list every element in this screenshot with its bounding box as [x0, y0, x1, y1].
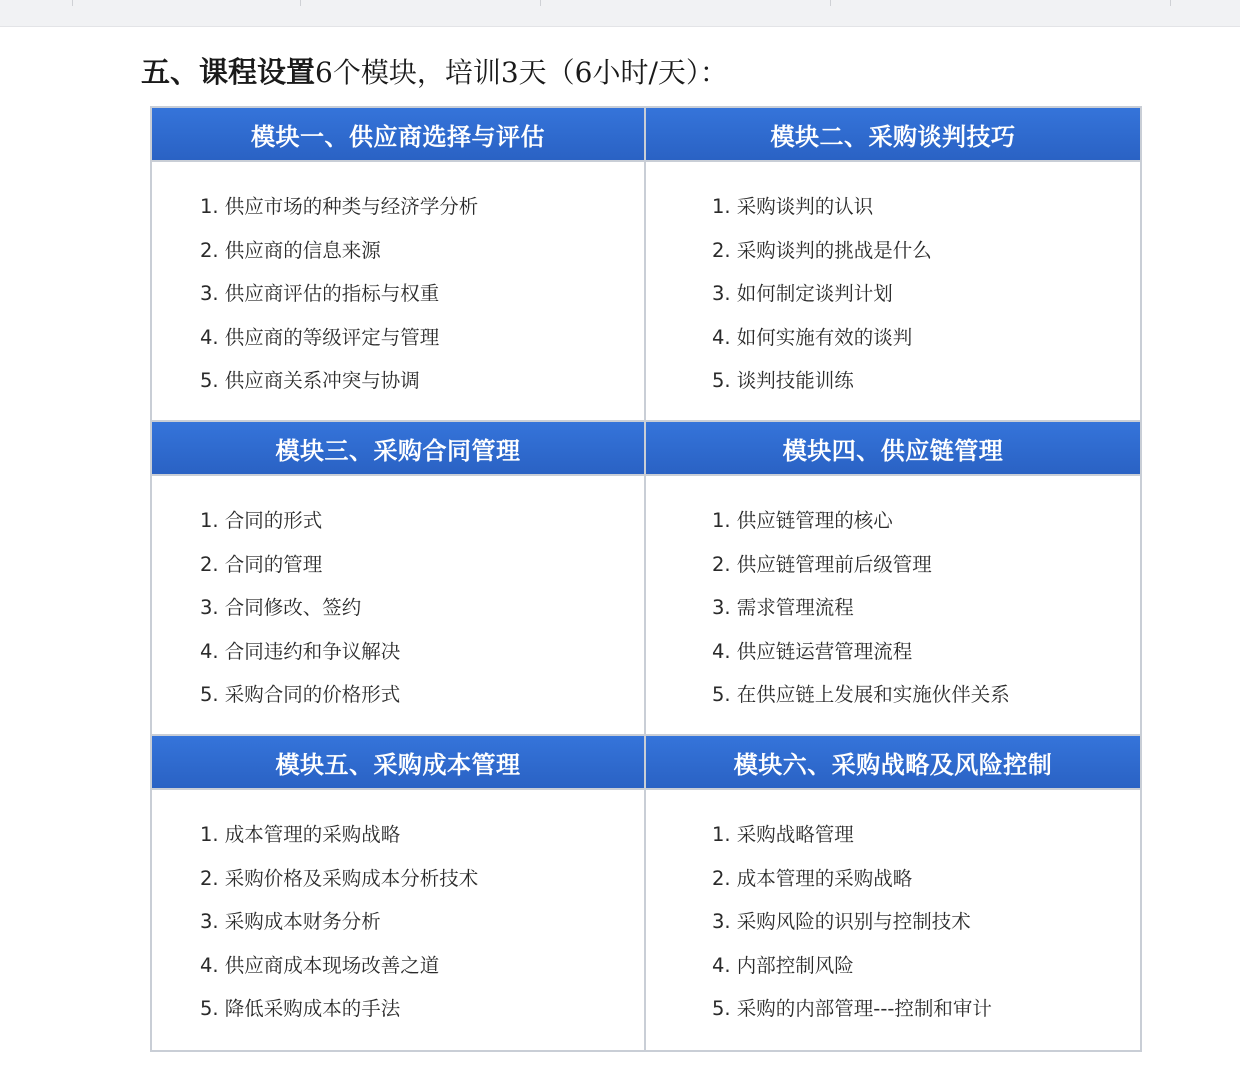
strip-divider [1170, 0, 1171, 6]
module-grid [150, 106, 1142, 1052]
list-item: 5. 在供应链上发展和实施伙伴关系 [712, 683, 1010, 706]
list-item: 2. 成本管理的采购战略 [712, 866, 913, 890]
list-item: 3. 如何制定谈判计划 [712, 282, 893, 305]
list-item: 4. 供应商成本现场改善之道 [200, 953, 440, 977]
list-item: 4. 供应链运营管理流程 [712, 639, 913, 663]
module-title: 模块三、采购合同管理 [152, 422, 644, 476]
module-title: 模块一、供应商选择与评估 [152, 108, 644, 162]
list-item: 4. 如何实施有效的谈判 [712, 325, 913, 349]
strip-divider [830, 0, 831, 6]
list-item: 1. 采购谈判的认识 [712, 195, 874, 218]
module-item-list [646, 476, 1140, 724]
top-strip [0, 0, 1240, 27]
list-item: 4. 内部控制风险 [712, 953, 854, 977]
list-item: 5. 谈判技能训练 [712, 369, 854, 392]
list-item: 5. 降低采购成本的手法 [200, 997, 401, 1020]
list-item: 3. 需求管理流程 [712, 596, 854, 619]
module-title: 模块二、采购谈判技巧 [646, 108, 1140, 162]
module-title: 模块四、供应链管理 [646, 422, 1140, 476]
list-item: 1. 供应市场的种类与经济学分析 [200, 195, 479, 218]
list-item: 1. 供应链管理的核心 [712, 509, 893, 532]
section-heading-detail: 6个模块，培训3天（6小时/天）： [315, 56, 728, 89]
list-item: 3. 供应商评估的指标与权重 [200, 282, 440, 305]
strip-divider [300, 0, 301, 6]
module-card-4 [646, 422, 1140, 736]
list-item: 2. 供应商的信息来源 [200, 238, 381, 262]
module-title: 模块六、采购战略及风险控制 [646, 736, 1140, 790]
module-card-3 [152, 422, 646, 736]
list-item: 1. 成本管理的采购战略 [200, 823, 401, 846]
module-item-list [152, 162, 644, 410]
module-item-list [646, 790, 1140, 1038]
list-item: 3. 合同修改、签约 [200, 596, 362, 619]
list-item: 1. 合同的形式 [200, 509, 323, 532]
list-item: 2. 采购谈判的挑战是什么 [712, 238, 932, 262]
section-heading [141, 52, 728, 93]
list-item: 4. 合同违约和争议解决 [200, 639, 401, 663]
list-item: 2. 合同的管理 [200, 552, 323, 576]
list-item: 4. 供应商的等级评定与管理 [200, 325, 440, 349]
list-item: 2. 采购价格及采购成本分析技术 [200, 866, 479, 890]
module-card-1 [152, 108, 646, 422]
list-item: 5. 采购合同的价格形式 [200, 683, 401, 706]
module-card-2 [646, 108, 1140, 422]
strip-divider [72, 0, 73, 6]
module-item-list [152, 790, 644, 1038]
strip-divider [540, 0, 541, 6]
module-card-6 [646, 736, 1140, 1050]
list-item: 5. 供应商关系冲突与协调 [200, 369, 420, 392]
list-item: 1. 采购战略管理 [712, 823, 854, 846]
list-item: 5. 采购的内部管理---控制和审计 [712, 997, 992, 1020]
module-item-list [152, 476, 644, 724]
module-item-list [646, 162, 1140, 410]
list-item: 3. 采购成本财务分析 [200, 910, 381, 933]
list-item: 2. 供应链管理前后级管理 [712, 552, 932, 576]
list-item: 3. 采购风险的识别与控制技术 [712, 910, 971, 933]
section-heading-title: 五、课程设置 [141, 55, 316, 89]
module-card-5 [152, 736, 646, 1050]
module-title: 模块五、采购成本管理 [152, 736, 644, 790]
